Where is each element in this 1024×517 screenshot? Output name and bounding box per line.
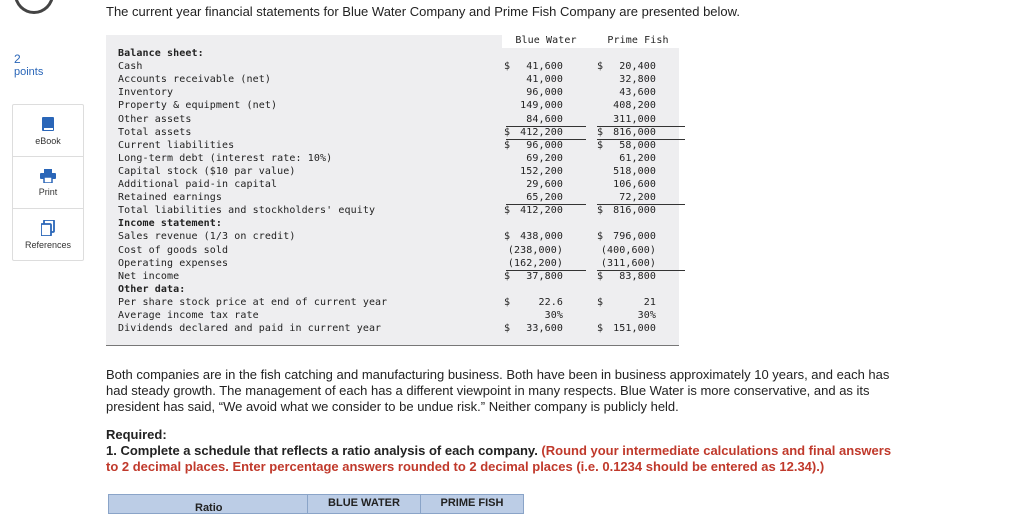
column-header-blue-water: Blue Water xyxy=(515,35,577,46)
blue-water-value: 29,600 xyxy=(526,179,563,190)
statement-row-label: Property & equipment (net) xyxy=(118,100,278,112)
statement-row-label: Capital stock ($10 par value) xyxy=(118,165,296,177)
statement-row xyxy=(118,270,673,283)
print-button[interactable] xyxy=(13,157,83,209)
statement-row xyxy=(118,165,673,178)
blue-water-value: 84,600 xyxy=(526,113,563,125)
statement-row xyxy=(118,283,673,296)
prime-fish-value: 408,200 xyxy=(613,100,656,112)
required-title: Required: xyxy=(106,427,167,442)
prime-fish-value: (311,600) xyxy=(600,257,656,269)
statement-row-label: Dividends declared and paid in current year xyxy=(118,323,382,335)
statement-row xyxy=(118,257,673,270)
blue-water-value: 37,800 xyxy=(526,270,563,282)
question-status-icon xyxy=(14,0,54,14)
prime-fish-value: 32,800 xyxy=(619,74,656,86)
prime-fish-value: 518,000 xyxy=(613,165,656,177)
statement-row xyxy=(118,60,673,73)
statement-row xyxy=(118,99,673,112)
table-bottom-border xyxy=(106,345,679,346)
blue-water-value: 438,000 xyxy=(520,231,563,243)
prime-fish-value: (400,600) xyxy=(600,244,656,256)
statement-row xyxy=(118,139,673,152)
statement-row-label: Other assets xyxy=(118,113,192,125)
references-label: References xyxy=(24,239,72,250)
company-description: Both companies are in the fish catching and manufacturing business. Both have been in business approximately 10 years, and each has had steady growth. The management of each has a different viewpoint in many respects. Blue Water is more conservative, and as its president has said, “We avoid what we consider to be undue risk.” Neither company is publicly held. xyxy=(106,367,890,414)
blue-water-value: 69,200 xyxy=(526,152,563,164)
statement-row xyxy=(118,296,673,309)
statement-row xyxy=(118,230,673,243)
statement-row xyxy=(118,86,673,99)
ratio-column-label: Ratio xyxy=(195,502,223,514)
required-instructions xyxy=(106,443,906,475)
statement-row-label: Accounts receivable (net) xyxy=(118,74,272,86)
statement-row-label: Sales revenue (1/3 on credit) xyxy=(118,231,296,243)
statement-row-label: Income statement: xyxy=(118,218,223,230)
blue-water-value: 152,200 xyxy=(520,165,563,177)
references-button[interactable] xyxy=(13,209,83,260)
statement-row xyxy=(118,178,673,191)
statement-row-label: Operating expenses xyxy=(118,257,229,269)
statement-row-label: Current liabilities xyxy=(118,139,235,151)
statement-row-label: Other data: xyxy=(118,283,186,295)
intro-text: The current year financial statements for Blue Water Company and Prime Fish Company are presented below. xyxy=(106,4,740,19)
dollar-sign: $ xyxy=(504,205,511,217)
statement-row xyxy=(118,322,673,335)
statement-row-label: Per share stock price at end of current year xyxy=(118,296,388,308)
statement-row-label: Total liabilities and stockholders' equity xyxy=(118,205,376,217)
statement-row xyxy=(118,244,673,257)
blue-water-value: 149,000 xyxy=(520,100,563,112)
ebook-button[interactable] xyxy=(13,105,83,157)
required-rounding-note: (Round your intermediate calculations and final answers to 2 decimal places. Enter percentage answers rounded to 2 decimal places (i.e. 0.1234 should be entered as 12.34).) xyxy=(106,443,892,474)
prime-fish-value: 151,000 xyxy=(613,323,656,335)
blue-water-value: 30% xyxy=(544,310,563,321)
statement-row-label: Net income xyxy=(118,270,180,282)
statement-row-label: Long-term debt (interest rate: 10%) xyxy=(118,152,333,164)
statement-row-label: Cost of goods sold xyxy=(118,244,229,256)
statement-row xyxy=(118,126,673,139)
prime-fish-value: 21 xyxy=(643,296,656,308)
statement-row-label: Retained earnings xyxy=(118,192,223,204)
dollar-sign: $ xyxy=(597,270,604,282)
blue-water-value: 41,600 xyxy=(526,61,563,73)
statement-row-label: Average income tax rate xyxy=(118,310,259,321)
book-icon xyxy=(41,116,55,132)
blue-water-value: (238,000) xyxy=(507,244,563,256)
ebook-label: eBook xyxy=(35,135,61,146)
blue-water-value: 33,600 xyxy=(526,323,563,335)
prime-fish-value: 43,600 xyxy=(619,87,656,99)
statement-row xyxy=(118,113,673,126)
dollar-sign: $ xyxy=(504,323,511,335)
question-points-label: points xyxy=(14,66,44,78)
dollar-sign: $ xyxy=(504,231,511,243)
blue-water-value: 96,000 xyxy=(526,87,563,99)
blue-water-column-header: BLUE WATER xyxy=(307,494,421,514)
prime-fish-value: 30% xyxy=(637,310,656,321)
statement-row-label: Balance sheet: xyxy=(118,48,204,59)
required-text: 1. Complete a schedule that reflects a ratio analysis of each company. xyxy=(106,443,542,458)
prime-fish-value: 72,200 xyxy=(619,192,656,204)
dollar-sign: $ xyxy=(597,205,604,217)
prime-fish-column-header: PRIME FISH xyxy=(420,494,524,514)
blue-water-value: 412,200 xyxy=(520,205,563,217)
prime-fish-value: 796,000 xyxy=(613,231,656,243)
statement-row-label: Total assets xyxy=(118,126,192,138)
dollar-sign: $ xyxy=(597,296,604,308)
financial-statements-table xyxy=(106,35,679,346)
blue-water-value: 22.6 xyxy=(538,296,563,308)
statement-row-label: Additional paid-in capital xyxy=(118,179,278,190)
dollar-sign: $ xyxy=(504,61,511,73)
statement-row xyxy=(118,309,673,322)
statement-row xyxy=(118,47,673,60)
statement-row xyxy=(118,204,673,217)
statement-row xyxy=(118,152,673,165)
dollar-sign: $ xyxy=(597,61,604,73)
dollar-sign: $ xyxy=(597,323,604,335)
question-number: 2 xyxy=(14,52,21,66)
statement-row xyxy=(118,191,673,204)
blue-water-value: 41,000 xyxy=(526,74,563,86)
prime-fish-value: 816,000 xyxy=(613,205,656,217)
statement-row xyxy=(118,73,673,86)
dollar-sign: $ xyxy=(597,126,604,138)
prime-fish-value: 311,000 xyxy=(613,113,656,125)
dollar-sign: $ xyxy=(504,270,511,282)
dollar-sign: $ xyxy=(597,231,604,243)
prime-fish-value: 61,200 xyxy=(619,152,656,164)
blue-water-value: (162,200) xyxy=(507,257,563,269)
blue-water-value: 65,200 xyxy=(526,192,563,204)
dollar-sign: $ xyxy=(597,139,604,151)
dollar-sign: $ xyxy=(504,296,511,308)
printer-icon xyxy=(40,169,56,183)
blue-water-value: 412,200 xyxy=(520,126,563,138)
prime-fish-value: 83,800 xyxy=(619,270,656,282)
dollar-sign: $ xyxy=(504,139,511,151)
statement-row-label: Cash xyxy=(118,61,143,73)
print-label: Print xyxy=(38,186,58,197)
dollar-sign: $ xyxy=(504,126,511,138)
resource-rail xyxy=(12,104,84,261)
blue-water-value: 96,000 xyxy=(526,139,563,151)
statement-row xyxy=(118,217,673,230)
prime-fish-value: 58,000 xyxy=(619,139,656,151)
references-icon xyxy=(41,220,55,236)
prime-fish-value: 106,600 xyxy=(613,179,656,190)
statement-row-label: Inventory xyxy=(118,87,174,99)
column-header-prime-fish: Prime Fish xyxy=(607,35,669,46)
prime-fish-value: 816,000 xyxy=(613,126,656,138)
prime-fish-value: 20,400 xyxy=(619,61,656,73)
